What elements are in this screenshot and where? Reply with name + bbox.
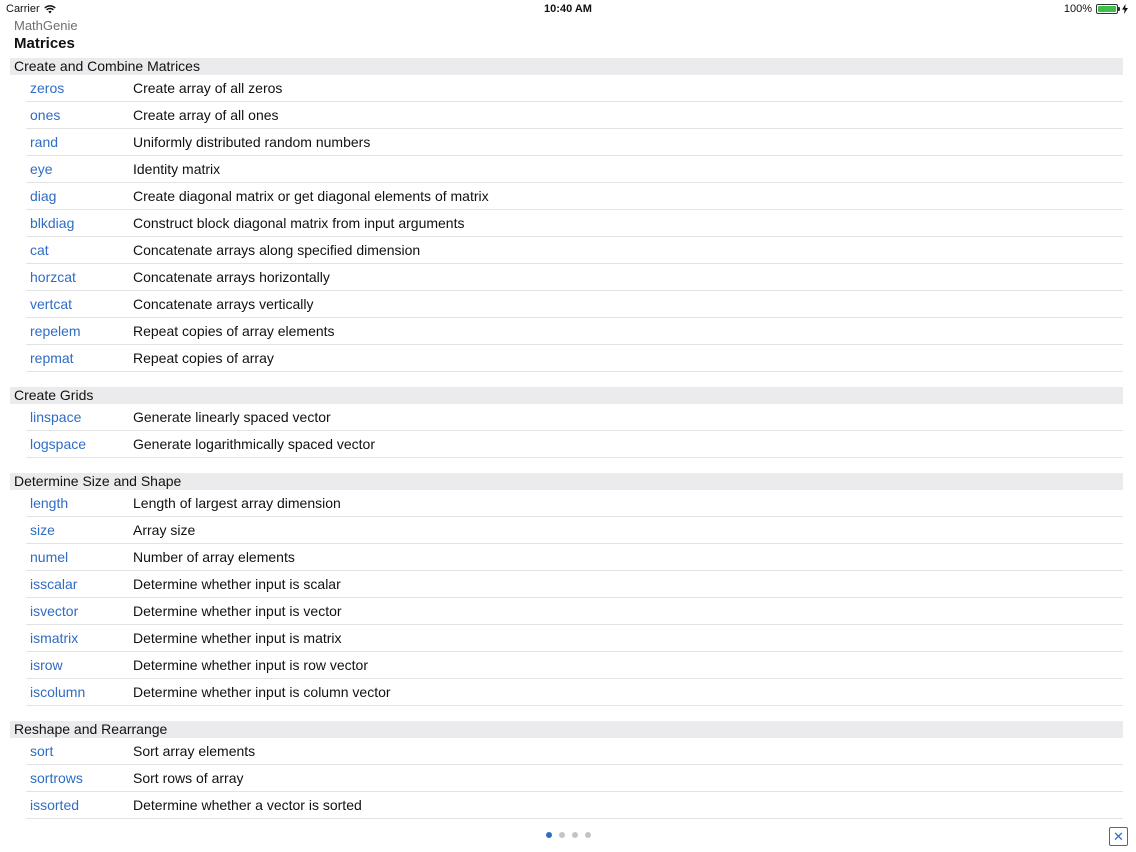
section-header: Create and Combine Matrices: [10, 58, 1123, 75]
section-gap: [0, 706, 1136, 721]
battery-fill: [1098, 6, 1116, 12]
function-name-link[interactable]: sortrows: [30, 770, 83, 786]
function-name-link[interactable]: vertcat: [30, 296, 73, 312]
function-name-link[interactable]: ismatrix: [30, 630, 79, 646]
function-description: Create array of all ones: [133, 107, 279, 123]
function-description: Number of array elements: [133, 549, 295, 565]
function-name-link[interactable]: size: [30, 522, 55, 538]
function-description: Concatenate arrays horizontally: [133, 269, 330, 285]
charging-bolt-icon: [1122, 4, 1128, 14]
page-title: Matrices: [14, 35, 75, 52]
function-name-link[interactable]: rand: [30, 134, 59, 150]
section-header: Determine Size and Shape: [10, 473, 1123, 490]
function-row-ismatrix[interactable]: [26, 625, 1123, 652]
battery-icon: [1096, 4, 1118, 14]
function-name-link[interactable]: repmat: [30, 350, 74, 366]
function-row-linspace[interactable]: [26, 404, 1123, 431]
function-description: Determine whether input is matrix: [133, 630, 342, 646]
function-row-ones[interactable]: [26, 102, 1123, 129]
section-header: Reshape and Rearrange: [10, 721, 1123, 738]
function-name-link[interactable]: sort: [30, 743, 54, 759]
function-description: Create diagonal matrix or get diagonal elements of matrix: [133, 188, 489, 204]
function-row-blkdiag[interactable]: [26, 210, 1123, 237]
function-row-diag[interactable]: [26, 183, 1123, 210]
status-right: [1064, 3, 1128, 15]
page-indicator[interactable]: [0, 832, 1136, 838]
page-dot-4[interactable]: [585, 832, 591, 838]
page-dot-2[interactable]: [559, 832, 565, 838]
close-button[interactable]: ✕: [1109, 827, 1128, 846]
function-list: [0, 58, 1136, 819]
function-name-link[interactable]: ones: [30, 107, 61, 123]
function-row-issorted[interactable]: [26, 792, 1123, 819]
function-name-link[interactable]: linspace: [30, 409, 82, 425]
page-dot-1[interactable]: [546, 832, 552, 838]
function-row-repmat[interactable]: [26, 345, 1123, 372]
section-gap: [0, 372, 1136, 387]
function-description: Identity matrix: [133, 161, 221, 177]
function-name-link[interactable]: iscolumn: [30, 684, 86, 700]
function-description: Length of largest array dimension: [133, 495, 341, 511]
function-row-isrow[interactable]: [26, 652, 1123, 679]
function-row-size[interactable]: [26, 517, 1123, 544]
function-row-eye[interactable]: [26, 156, 1123, 183]
function-row-length[interactable]: [26, 490, 1123, 517]
function-name-link[interactable]: issorted: [30, 797, 80, 813]
function-name-link[interactable]: logspace: [30, 436, 87, 452]
function-description: Uniformly distributed random numbers: [133, 134, 371, 150]
function-description: Concatenate arrays along specified dimension: [133, 242, 421, 258]
function-description: Determine whether input is vector: [133, 603, 342, 619]
function-name-link[interactable]: length: [30, 495, 69, 511]
function-row-repelem[interactable]: [26, 318, 1123, 345]
function-row-rand[interactable]: [26, 129, 1123, 156]
carrier-label: Carrier: [6, 3, 40, 15]
function-row-vertcat[interactable]: [26, 291, 1123, 318]
page-dot-3[interactable]: [572, 832, 578, 838]
function-name-link[interactable]: blkdiag: [30, 215, 75, 231]
function-description: Repeat copies of array: [133, 350, 274, 366]
app-name: MathGenie: [14, 18, 78, 33]
function-name-link[interactable]: cat: [30, 242, 49, 258]
function-description: Determine whether input is column vector: [133, 684, 391, 700]
function-name-link[interactable]: numel: [30, 549, 69, 565]
function-description: Generate linearly spaced vector: [133, 409, 331, 425]
function-row-sortrows[interactable]: [26, 765, 1123, 792]
function-name-link[interactable]: isscalar: [30, 576, 78, 592]
function-row-zeros[interactable]: [26, 75, 1123, 102]
function-description: Array size: [133, 522, 196, 538]
function-row-isscalar[interactable]: [26, 571, 1123, 598]
function-description: Generate logarithmically spaced vector: [133, 436, 376, 452]
function-row-horzcat[interactable]: [26, 264, 1123, 291]
status-bar: [0, 0, 1136, 18]
function-description: Create array of all zeros: [133, 80, 283, 96]
function-name-link[interactable]: diag: [30, 188, 57, 204]
function-description: Determine whether a vector is sorted: [133, 797, 362, 813]
section-gap: [0, 458, 1136, 473]
section-header: Create Grids: [10, 387, 1123, 404]
function-description: Concatenate arrays vertically: [133, 296, 314, 312]
function-name-link[interactable]: eye: [30, 161, 53, 177]
function-description: Determine whether input is scalar: [133, 576, 341, 592]
function-name-link[interactable]: repelem: [30, 323, 81, 339]
function-row-sort[interactable]: [26, 738, 1123, 765]
function-row-logspace[interactable]: [26, 431, 1123, 458]
status-time: 10:40 AM: [544, 3, 592, 15]
function-description: Repeat copies of array elements: [133, 323, 335, 339]
function-row-numel[interactable]: [26, 544, 1123, 571]
function-description: Construct block diagonal matrix from input arguments: [133, 215, 465, 231]
battery-percent: 100%: [1063, 3, 1092, 15]
function-row-isvector[interactable]: [26, 598, 1123, 625]
function-description: Determine whether input is row vector: [133, 657, 368, 673]
function-description: Sort array elements: [133, 743, 256, 759]
function-name-link[interactable]: zeros: [30, 80, 65, 96]
function-row-cat[interactable]: [26, 237, 1123, 264]
function-description: Sort rows of array: [133, 770, 244, 786]
function-name-link[interactable]: horzcat: [30, 269, 76, 285]
function-name-link[interactable]: isrow: [30, 657, 63, 673]
function-name-link[interactable]: isvector: [30, 603, 79, 619]
function-row-iscolumn[interactable]: [26, 679, 1123, 706]
